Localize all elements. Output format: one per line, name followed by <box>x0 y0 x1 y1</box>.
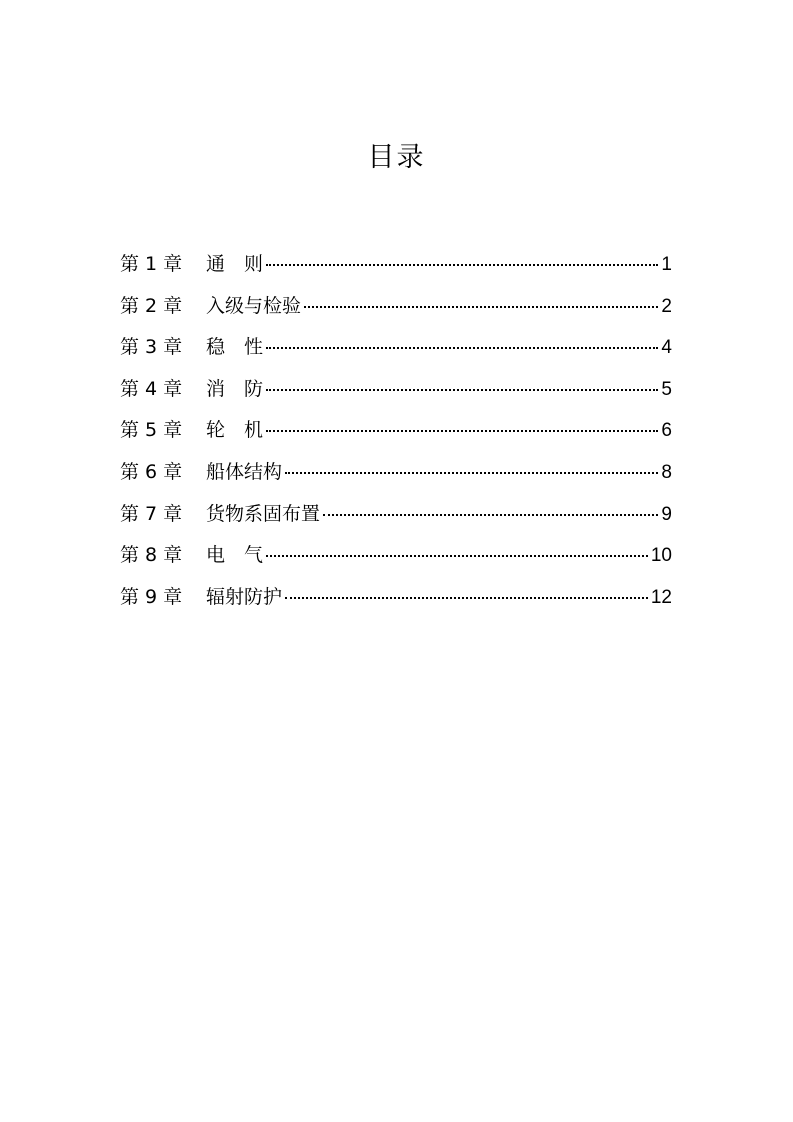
toc-chapter-number: 第 4 章 <box>120 377 183 400</box>
toc-chapter-heading: 电 气 <box>206 544 264 567</box>
toc-entry-chapter-3[interactable] <box>120 331 672 373</box>
toc-entry-chapter-9[interactable] <box>120 581 672 623</box>
table-of-contents <box>120 248 672 622</box>
toc-page-number: 1 <box>661 254 672 275</box>
toc-chapter-number: 第 7 章 <box>120 502 183 525</box>
dot-leader <box>266 555 648 557</box>
toc-page-number: 9 <box>661 503 672 525</box>
toc-page-number: 5 <box>661 378 672 400</box>
toc-entry-chapter-5[interactable] <box>120 414 672 456</box>
toc-entry-chapter-6[interactable] <box>120 456 672 498</box>
dot-leader <box>266 389 658 391</box>
toc-chapter-heading: 消 防 <box>206 377 264 400</box>
dot-leader <box>266 430 658 432</box>
toc-chapter-number: 第 9 章 <box>120 585 183 608</box>
toc-entry-chapter-4[interactable] <box>120 373 672 415</box>
toc-chapter-heading: 货物系固布置 <box>206 502 321 525</box>
toc-entry-chapter-8[interactable] <box>120 539 672 581</box>
toc-entry-chapter-7[interactable] <box>120 498 672 540</box>
toc-chapter-heading: 入级与检验 <box>206 294 302 317</box>
toc-chapter-heading: 轮 机 <box>206 419 264 442</box>
toc-chapter-number: 第 1 章 <box>120 253 183 275</box>
toc-chapter-number: 第 2 章 <box>120 294 183 317</box>
toc-entry-chapter-1[interactable] <box>120 248 672 290</box>
page-title: 目录 <box>367 142 426 173</box>
toc-page-number: 8 <box>661 461 672 483</box>
toc-entry-chapter-2[interactable] <box>120 290 672 332</box>
toc-chapter-number: 第 3 章 <box>120 336 183 359</box>
toc-page-number: 2 <box>661 295 672 317</box>
dot-leader <box>266 264 658 266</box>
dot-leader <box>266 347 658 349</box>
dot-leader <box>285 472 658 474</box>
dot-leader <box>285 597 648 599</box>
dot-leader <box>323 514 658 516</box>
toc-chapter-heading: 辐射防护 <box>206 585 283 608</box>
toc-chapter-number: 第 8 章 <box>120 544 183 567</box>
toc-page-number: 4 <box>661 337 672 359</box>
toc-page-number: 10 <box>650 545 672 567</box>
toc-page-number: 12 <box>650 586 672 608</box>
toc-chapter-number: 第 5 章 <box>120 419 183 442</box>
dot-leader <box>304 306 658 308</box>
toc-chapter-number: 第 6 章 <box>120 460 183 483</box>
toc-chapter-heading: 通 则 <box>206 253 264 275</box>
toc-page-number: 6 <box>661 420 672 442</box>
toc-chapter-heading: 稳 性 <box>206 336 264 359</box>
toc-chapter-heading: 船体结构 <box>206 460 283 483</box>
